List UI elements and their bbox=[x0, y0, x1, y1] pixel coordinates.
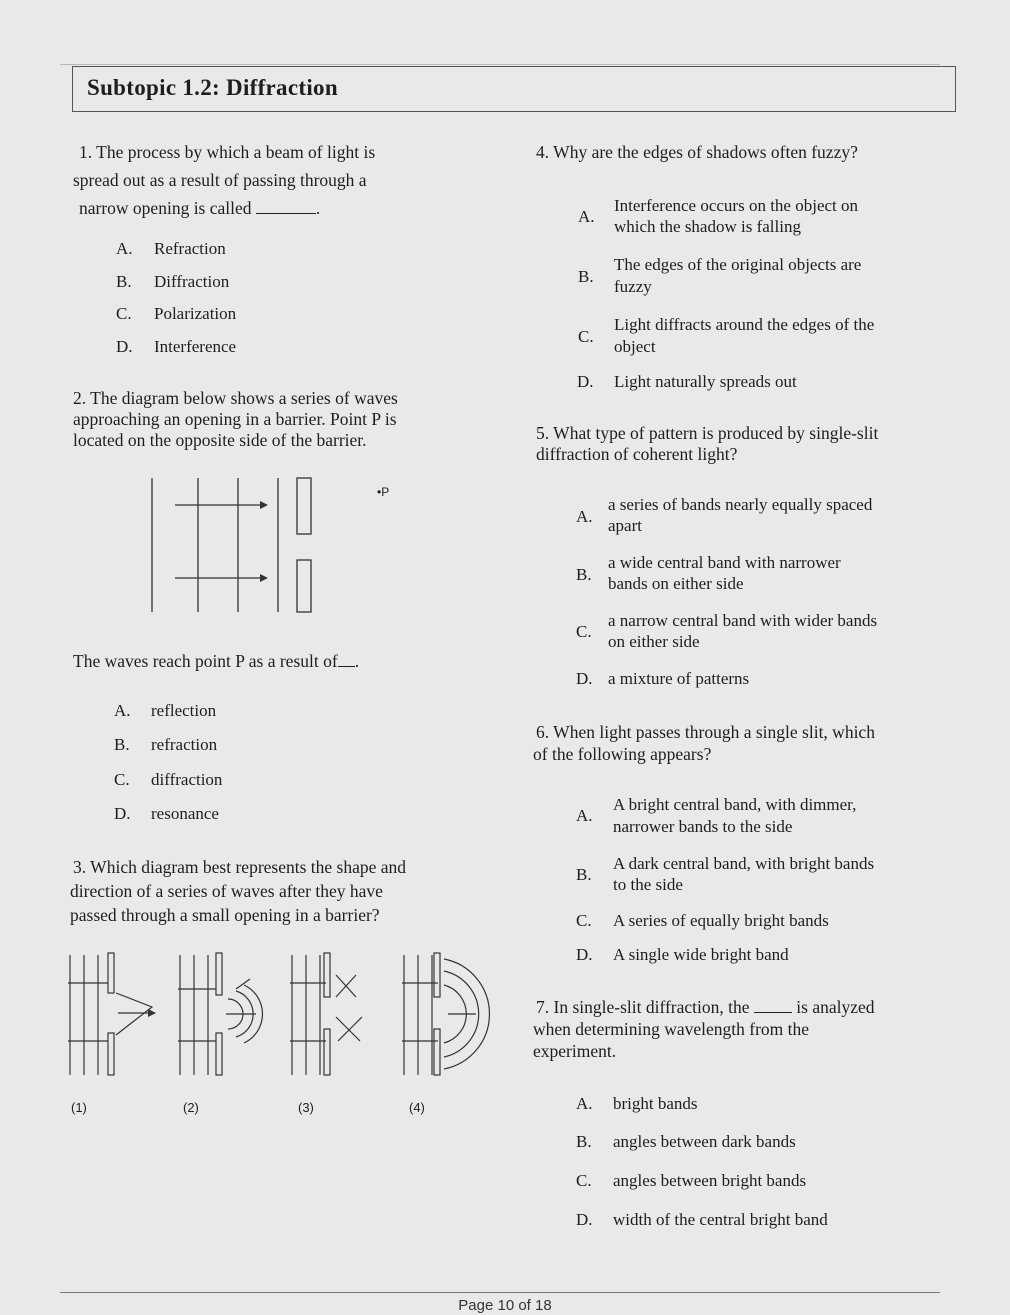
q2-option-d-text: resonance bbox=[151, 804, 219, 823]
q5-stem-line-1: 5. What type of pattern is produced by single-slit bbox=[536, 423, 879, 443]
q5-option-a-line-2: apart bbox=[608, 516, 642, 535]
point-p-label: •P bbox=[377, 485, 390, 499]
q2-question-line bbox=[73, 650, 359, 672]
q6-option-b-line-2: to the side bbox=[613, 875, 683, 894]
q1-option-a-letter: A. bbox=[116, 239, 133, 258]
q3-label-4: (4) bbox=[409, 1100, 425, 1115]
q6-stem-line-2: of the following appears? bbox=[533, 744, 712, 764]
q3-stem-line-3: passed through a small opening in a barrier? bbox=[70, 905, 380, 925]
q6-option-c-letter: C. bbox=[576, 911, 592, 930]
q2-barrier-top bbox=[297, 478, 311, 534]
q1-option-a-text: Refraction bbox=[154, 239, 226, 258]
q6-option-b-letter: B. bbox=[576, 865, 592, 884]
q2-answer-blank[interactable] bbox=[338, 652, 355, 667]
q5-stem-line-2: diffraction of coherent light? bbox=[536, 444, 738, 464]
q6-option-c-line-1: A series of equally bright bands bbox=[613, 911, 829, 930]
q6-option-d-line-1: A single wide bright band bbox=[613, 945, 789, 964]
q2-stem-line-1: 2. The diagram below shows a series of waves bbox=[73, 388, 398, 408]
q5-option-c-letter: C. bbox=[576, 622, 592, 641]
q3-label-1: (1) bbox=[71, 1100, 87, 1115]
q4-option-a-line-1: Interference occurs on the object on bbox=[614, 196, 859, 215]
q3-diagram-1 bbox=[68, 953, 156, 1075]
q7-option-d-letter: D. bbox=[576, 1210, 593, 1229]
q7-answer-blank[interactable] bbox=[754, 998, 792, 1013]
q3-stem-line-2: direction of a series of waves after they have bbox=[70, 881, 383, 901]
q4-option-c-letter: C. bbox=[578, 327, 594, 346]
q1-option-b-text: Diffraction bbox=[154, 272, 230, 291]
q4-option-c-line-2: object bbox=[614, 337, 656, 356]
q5-option-d-line-1: a mixture of patterns bbox=[608, 669, 750, 688]
q5-option-c-line-1: a narrow central band with wider bands bbox=[608, 611, 878, 630]
q5-option-b-line-2: bands on either side bbox=[608, 574, 744, 593]
q2-option-b-letter: B. bbox=[114, 735, 130, 754]
header-box bbox=[72, 66, 956, 112]
q2-stem-line-3: located on the opposite side of the barrier. bbox=[73, 430, 367, 450]
q7-stem-line-2: when determining wavelength from the bbox=[533, 1019, 810, 1039]
q4-stem: 4. Why are the edges of shadows often fuzzy? bbox=[536, 142, 858, 162]
q2-option-c-letter: C. bbox=[114, 770, 130, 789]
q2-barrier-bottom bbox=[297, 560, 311, 612]
q1-stem-text: narrow opening is called bbox=[79, 198, 252, 218]
q3-label-3: (3) bbox=[298, 1100, 314, 1115]
q7-stem-line-1 bbox=[536, 996, 875, 1018]
q5-option-c-line-2: on either side bbox=[608, 632, 700, 651]
q4-option-d-line-1: Light naturally spreads out bbox=[614, 372, 797, 391]
q1-tail: . bbox=[315, 198, 321, 218]
q7-stem-before: 7. In single-slit diffraction, the bbox=[536, 997, 750, 1017]
q2-arrowhead-1 bbox=[260, 501, 268, 509]
q5-option-b-line-1: a wide central band with narrower bbox=[608, 553, 841, 572]
q1-stem-line-1: 1. The process by which a beam of light is bbox=[79, 142, 376, 162]
q7-stem-line-3: experiment. bbox=[533, 1041, 617, 1061]
q4-option-b-letter: B. bbox=[578, 267, 594, 286]
top-rule bbox=[60, 64, 940, 65]
q5-option-a-line-1: a series of bands nearly equally spaced bbox=[608, 495, 873, 514]
q3-stem-line-1: 3. Which diagram best represents the shape and bbox=[73, 857, 407, 877]
q3-diagram-4 bbox=[402, 953, 489, 1075]
q4-option-a-line-2: which the shadow is falling bbox=[614, 217, 801, 236]
q3-diagrams bbox=[60, 945, 480, 1085]
q7-option-d-text: width of the central bright band bbox=[613, 1210, 828, 1229]
q6-option-a-line-1: A bright central band, with dimmer, bbox=[613, 795, 857, 814]
q3-label-2: (2) bbox=[183, 1100, 199, 1115]
page-title: Subtopic 1.2: Diffraction bbox=[87, 75, 338, 100]
q1-option-b-letter: B. bbox=[116, 272, 132, 291]
q1-answer-blank[interactable] bbox=[256, 199, 316, 214]
q7-option-c-text: angles between bright bands bbox=[613, 1171, 807, 1190]
footer-rule bbox=[60, 1292, 940, 1293]
q1-option-d-letter: D. bbox=[116, 337, 133, 356]
q7-option-a-text: bright bands bbox=[613, 1094, 698, 1113]
q2-question-text: The waves reach point P as a result of bbox=[73, 651, 338, 671]
q4-option-b-line-1: The edges of the original objects are bbox=[614, 255, 862, 274]
page-number: Page 10 of 18 bbox=[458, 1297, 552, 1314]
q6-option-a-line-2: narrower bands to the side bbox=[613, 817, 793, 836]
q7-option-b-text: angles between dark bands bbox=[613, 1132, 796, 1151]
q7-option-b-letter: B. bbox=[576, 1132, 592, 1151]
q1-option-c-letter: C. bbox=[116, 304, 132, 323]
q4-option-b-line-2: fuzzy bbox=[614, 277, 652, 296]
q7-option-a-letter: A. bbox=[576, 1094, 593, 1113]
q2-tail: . bbox=[354, 651, 360, 671]
q4-option-d-letter: D. bbox=[577, 372, 594, 391]
q6-stem-line-1: 6. When light passes through a single slit, which bbox=[536, 722, 875, 742]
q5-option-b-letter: B. bbox=[576, 565, 592, 584]
q2-option-b-text: refraction bbox=[151, 735, 218, 754]
q6-option-a-letter: A. bbox=[576, 806, 593, 825]
q2-option-c-text: diffraction bbox=[151, 770, 223, 789]
q7-option-c-letter: C. bbox=[576, 1171, 592, 1190]
q5-option-a-letter: A. bbox=[576, 507, 593, 526]
q7-stem-after: is analyzed bbox=[796, 997, 875, 1017]
q2-stem-line-2: approaching an opening in a barrier. Point P is bbox=[73, 409, 397, 429]
q4-option-a-letter: A. bbox=[578, 207, 595, 226]
q6-option-d-letter: D. bbox=[576, 945, 593, 964]
q1-option-c-text: Polarization bbox=[154, 304, 237, 323]
q1-stem-line-3 bbox=[79, 197, 320, 219]
q2-option-a-text: reflection bbox=[151, 701, 217, 720]
q2-arrowhead-2 bbox=[260, 574, 268, 582]
q2-option-a-letter: A. bbox=[114, 701, 131, 720]
q3-diagram-3 bbox=[290, 953, 362, 1075]
q3-diagram-2 bbox=[178, 953, 262, 1075]
q5-option-d-letter: D. bbox=[576, 669, 593, 688]
q4-option-c-line-1: Light diffracts around the edges of the bbox=[614, 315, 875, 334]
q6-option-b-line-1: A dark central band, with bright bands bbox=[613, 854, 875, 873]
q1-option-d-text: Interference bbox=[154, 337, 237, 356]
q2-option-d-letter: D. bbox=[114, 804, 131, 823]
q1-stem-line-2: spread out as a result of passing through a bbox=[73, 170, 367, 190]
